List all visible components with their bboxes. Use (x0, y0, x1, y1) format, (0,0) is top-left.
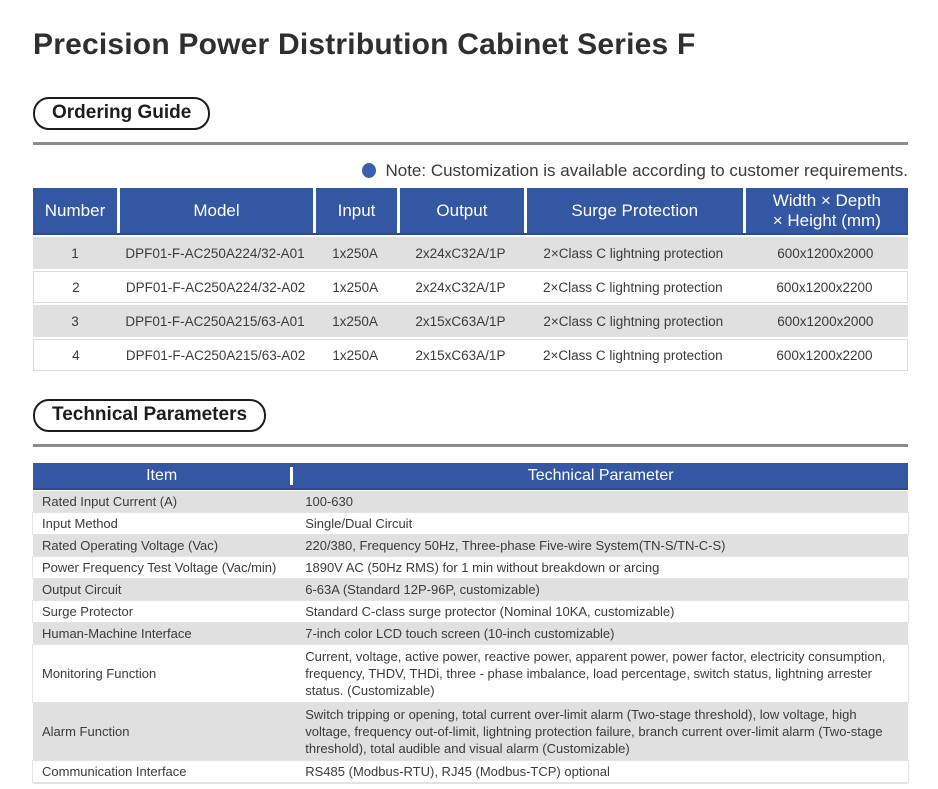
cell-model: DPF01-F-AC250A215/63-A02 (125, 347, 306, 363)
ordering-guide-badge: Ordering Guide (33, 97, 210, 130)
cell-model: DPF01-F-AC250A224/32-A01 (125, 245, 305, 261)
cell-output: 2x24xC32A/1P (415, 245, 506, 261)
table-row (33, 703, 908, 760)
note-text: Note: Customization is available according to customer requirements. (385, 160, 908, 180)
cell-parameter: 220/380, Frequency 50Hz, Three-phase Five-wire System(TN-S/TN-C-S) (305, 538, 726, 553)
tech-table-header (33, 463, 908, 490)
column-header-model: Model (117, 188, 313, 233)
column-header-output: Output (397, 188, 524, 233)
technical-parameters-table (33, 463, 908, 784)
column-header-item: Item (146, 466, 178, 484)
cell-surge: 2×Class C lightning protection (543, 245, 724, 261)
cell-parameter: Current, voltage, active power, reactive power, apparent power, power factor, electricity consumption, frequency, THDV, THDi, three - phase imbalance, load percentage, switch status, lightning arrester status. (Customizable) (305, 649, 886, 698)
cell-item: Monitoring Function (42, 666, 157, 681)
table-row (33, 601, 908, 622)
cell-input: 1x250A (332, 245, 378, 261)
table-row (33, 491, 908, 512)
cell-model: DPF01-F-AC250A224/32-A02 (125, 279, 306, 295)
section-divider (33, 444, 908, 447)
column-header-dimensions (743, 188, 908, 233)
cell-item: Rated Operating Voltage (Vac) (42, 538, 219, 553)
ordering-table (33, 188, 908, 371)
column-header-parameter: Technical Parameter (290, 467, 908, 485)
ordering-table-header (33, 188, 908, 235)
cell-parameter: 6-63A (Standard 12P-96P, customizable) (305, 582, 540, 597)
cell-output: 2x15xC63A/1P (415, 347, 506, 363)
dimensions-line2: × Height (mm) (772, 210, 881, 230)
cell-item: Power Frequency Test Voltage (Vac/min) (42, 560, 277, 575)
cell-parameter: 100-630 (305, 494, 353, 509)
cell-parameter: Standard C-class surge protector (Nominal 10KA, customizable) (305, 604, 675, 619)
column-header-input: Input (313, 188, 397, 233)
column-header-surge: Surge Protection (524, 188, 743, 233)
page-title: Precision Power Distribution Cabinet Series F (33, 28, 696, 61)
cell-number: 4 (72, 347, 80, 363)
cell-surge: 2×Class C lightning protection (543, 313, 724, 329)
dimensions-line1: Width × Depth (772, 190, 881, 210)
table-row (33, 645, 908, 702)
table-row (33, 271, 908, 303)
note-bullet-icon (362, 163, 376, 178)
cell-item: Rated Input Current (A) (42, 494, 178, 509)
cell-surge: 2×Class C lightning protection (542, 347, 723, 363)
cell-input: 1x250A (332, 279, 379, 295)
section-divider (33, 142, 908, 145)
cell-item: Surge Protector (42, 604, 134, 619)
cell-surge: 2×Class C lightning protection (542, 279, 723, 295)
cell-parameter: 1890V AC (50Hz RMS) for 1 min without breakdown or arcing (305, 560, 660, 575)
note-row (33, 160, 908, 181)
cell-number: 1 (71, 245, 79, 261)
cell-item: Human-Machine Interface (42, 626, 192, 641)
cell-output: 2x15xC63A/1P (415, 313, 506, 329)
technical-parameters-badge: Technical Parameters (33, 399, 266, 432)
cell-number: 3 (71, 313, 79, 329)
cell-model: DPF01-F-AC250A215/63-A01 (125, 313, 305, 329)
table-row (33, 579, 908, 600)
cell-item: Communication Interface (42, 764, 187, 779)
table-row (33, 305, 908, 337)
cell-dimensions: 600x1200x2000 (777, 313, 874, 329)
cell-input: 1x250A (332, 313, 378, 329)
table-row (33, 513, 908, 534)
cell-item: Output Circuit (42, 582, 122, 597)
cell-item: Input Method (42, 516, 118, 531)
cell-item: Alarm Function (42, 724, 130, 739)
cell-output: 2x24xC32A/1P (415, 279, 506, 295)
cell-parameter: RS485 (Modbus-RTU), RJ45 (Modbus-TCP) optional (305, 764, 610, 779)
cell-dimensions: 600x1200x2200 (776, 279, 873, 295)
table-row (33, 623, 908, 644)
cell-dimensions: 600x1200x2200 (776, 347, 873, 363)
table-row (33, 557, 908, 578)
cell-parameter: 7-inch color LCD touch screen (10-inch customizable) (305, 626, 615, 641)
column-header-number: Number (44, 200, 106, 220)
table-row (33, 339, 908, 371)
table-row (33, 535, 908, 556)
cell-parameter: Single/Dual Circuit (305, 516, 413, 531)
cell-parameter: Switch tripping or opening, total current over-limit alarm (Two-stage threshold), low voltage, high voltage, frequency out-of-limit, lightning protection failure, branch current over-limit alarm (Two-stage threshold), total audible and visual alarm (Customizable) (305, 707, 883, 756)
cell-input: 1x250A (332, 347, 379, 363)
table-row (33, 237, 908, 269)
cell-dimensions: 600x1200x2000 (777, 245, 874, 261)
table-row (33, 761, 908, 782)
cell-number: 2 (72, 279, 80, 295)
